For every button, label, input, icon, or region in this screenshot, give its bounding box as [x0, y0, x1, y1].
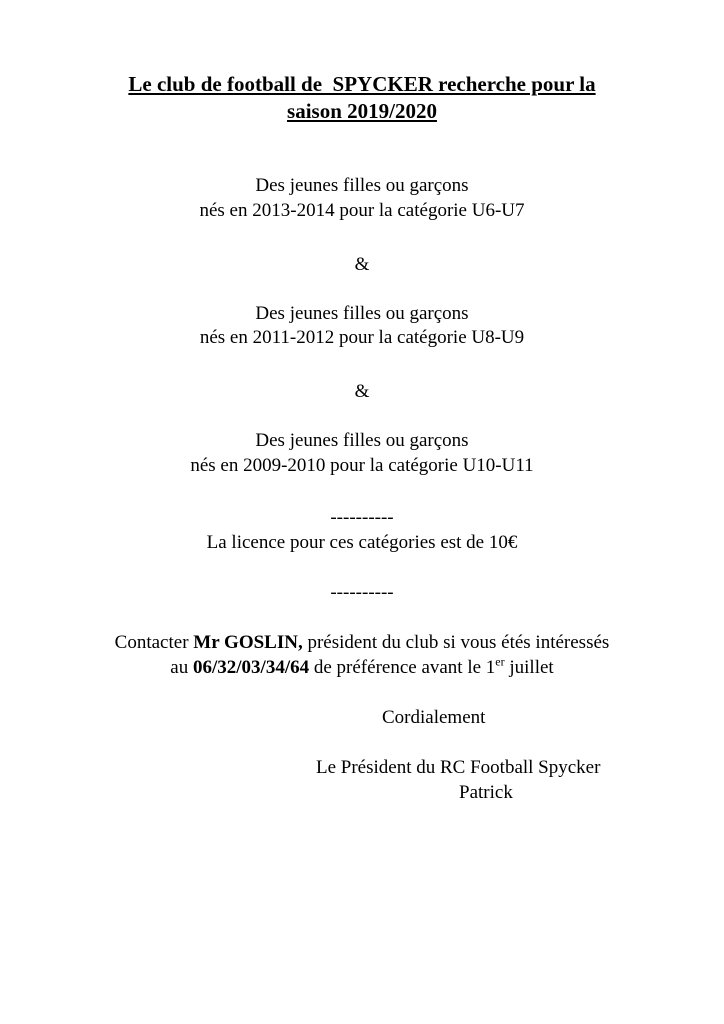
group-1-line-1: Des jeunes filles ou garçons — [255, 175, 469, 196]
group-2-line-1: Des jeunes filles ou garçons — [255, 303, 469, 324]
title-line-2: saison 2019/2020 — [287, 99, 437, 123]
contact-line-2 — [0, 654, 724, 679]
signature-name: Patrick — [459, 782, 513, 803]
signature-role: Le Président du RC Football Spycker — [316, 757, 601, 778]
contact-superscript: er — [495, 654, 505, 669]
contact-rest: président du club si vous étés intéressés — [302, 632, 610, 653]
separator-2: ---------- — [330, 582, 394, 603]
ampersand-2: & — [354, 381, 370, 402]
contact-phone: 06/32/03/34/64 — [192, 657, 310, 678]
contact-line2-prefix: au — [170, 657, 193, 678]
contact-name: Mr GOSLIN, — [193, 632, 303, 653]
ampersand-1: & — [354, 254, 370, 275]
contact-prefix: Contacter — [114, 632, 194, 653]
separator-1: ---------- — [330, 507, 394, 528]
licence-text: La licence pour ces catégories est de 10€ — [206, 532, 518, 553]
group-1-line-2: nés en 2013-2014 pour la catégorie U6-U7 — [199, 200, 525, 221]
contact-line2-mid: de préférence avant le 1 — [309, 657, 496, 678]
contact-line-1 — [0, 632, 724, 654]
group-3-line-1: Des jeunes filles ou garçons — [255, 430, 469, 451]
group-2-line-2: nés en 2011-2012 pour la catégorie U8-U9 — [199, 327, 525, 348]
contact-line2-suffix: juillet — [504, 657, 554, 678]
title-line-1: Le club de football de SPYCKER recherche pour la — [128, 72, 596, 96]
closing-text: Cordialement — [382, 707, 486, 728]
group-3-line-2: nés en 2009-2010 pour la catégorie U10-U11 — [190, 455, 534, 476]
